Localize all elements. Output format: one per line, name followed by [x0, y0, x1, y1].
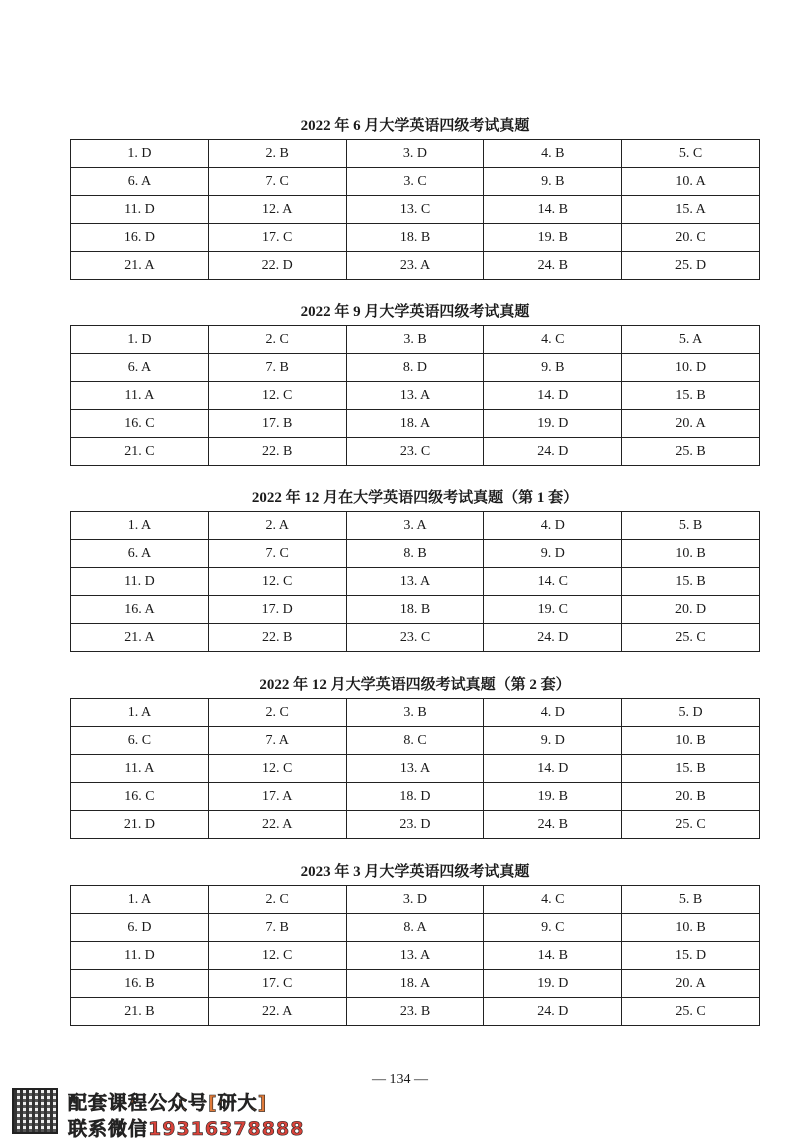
- table-row: [71, 699, 760, 727]
- answer-cell: 22. A: [208, 811, 346, 839]
- answer-cell: 9. B: [484, 168, 622, 196]
- table-row: [71, 886, 760, 914]
- table-row: [71, 410, 760, 438]
- answer-table: [70, 325, 760, 466]
- answer-table: [70, 885, 760, 1026]
- table-row: [71, 624, 760, 652]
- answer-cell: 21. A: [71, 252, 209, 280]
- answer-cell: 4. D: [484, 699, 622, 727]
- answer-cell: 18. B: [346, 224, 484, 252]
- answer-cell: 25. D: [622, 252, 760, 280]
- answer-cell: 23. A: [346, 252, 484, 280]
- answer-cell: 21. C: [71, 438, 209, 466]
- promo-watermark: [12, 1088, 312, 1140]
- answer-cell: 20. A: [622, 410, 760, 438]
- answer-cell: 24. D: [484, 624, 622, 652]
- table-row: [71, 998, 760, 1026]
- answer-cell: 3. B: [346, 326, 484, 354]
- answer-table: [70, 698, 760, 839]
- answer-cell: 16. A: [71, 596, 209, 624]
- answer-cell: 18. A: [346, 410, 484, 438]
- answer-cell: 3. A: [346, 512, 484, 540]
- answer-cell: 9. C: [484, 914, 622, 942]
- answer-cell: 5. A: [622, 326, 760, 354]
- watermark-line-2: 联系微信19316378888: [68, 1118, 305, 1140]
- answer-cell: 7. B: [208, 354, 346, 382]
- answer-cell: 13. A: [346, 568, 484, 596]
- table-row: [71, 970, 760, 998]
- answer-cell: 22. B: [208, 624, 346, 652]
- watermark-line-1: 配套课程公众号[研大]: [68, 1092, 268, 1114]
- answer-cell: 11. D: [71, 942, 209, 970]
- answer-cell: 21. D: [71, 811, 209, 839]
- table-row: [71, 326, 760, 354]
- answer-cell: 1. A: [71, 699, 209, 727]
- answer-cell: 5. D: [622, 699, 760, 727]
- answer-cell: 23. B: [346, 998, 484, 1026]
- answer-cell: 11. A: [71, 382, 209, 410]
- answer-cell: 7. A: [208, 727, 346, 755]
- table-row: [71, 755, 760, 783]
- answer-cell: 21. B: [71, 998, 209, 1026]
- answer-cell: 14. B: [484, 196, 622, 224]
- section-title: 2022 年 6 月大学英语四级考试真题: [300, 118, 530, 134]
- answer-cell: 14. D: [484, 382, 622, 410]
- answer-cell: 8. B: [346, 540, 484, 568]
- table-row: [71, 168, 760, 196]
- answer-cell: 18. A: [346, 970, 484, 998]
- answer-cell: 25. C: [622, 811, 760, 839]
- table-row: [71, 914, 760, 942]
- answer-cell: 16. C: [71, 783, 209, 811]
- table-row: [71, 783, 760, 811]
- answer-cell: 3. C: [346, 168, 484, 196]
- answer-cell: 20. D: [622, 596, 760, 624]
- answer-cell: 17. C: [208, 970, 346, 998]
- answer-cell: 7. C: [208, 540, 346, 568]
- answer-cell: 12. C: [208, 382, 346, 410]
- answer-cell: 11. A: [71, 755, 209, 783]
- answer-cell: 6. A: [71, 354, 209, 382]
- answer-cell: 15. B: [622, 382, 760, 410]
- answer-cell: 2. C: [208, 326, 346, 354]
- answer-cell: 4. B: [484, 140, 622, 168]
- answer-cell: 23. D: [346, 811, 484, 839]
- answer-table: [70, 139, 760, 280]
- answer-cell: 17. C: [208, 224, 346, 252]
- answer-cell: 1. A: [71, 512, 209, 540]
- answer-cell: 19. D: [484, 410, 622, 438]
- answer-cell: 23. C: [346, 438, 484, 466]
- section-title: 2023 年 3 月大学英语四级考试真题: [300, 864, 530, 880]
- answer-cell: 1. A: [71, 886, 209, 914]
- answer-cell: 22. D: [208, 252, 346, 280]
- answer-cell: 4. C: [484, 886, 622, 914]
- answer-cell: 14. B: [484, 942, 622, 970]
- qr-code-icon: [12, 1088, 58, 1134]
- table-row: [71, 224, 760, 252]
- answer-cell: 10. A: [622, 168, 760, 196]
- answer-cell: 11. D: [71, 196, 209, 224]
- answer-cell: 3. B: [346, 699, 484, 727]
- answer-cell: 2. A: [208, 512, 346, 540]
- answer-cell: 12. C: [208, 755, 346, 783]
- table-row: [71, 596, 760, 624]
- answer-cell: 17. D: [208, 596, 346, 624]
- table-row: [71, 512, 760, 540]
- answer-cell: 15. D: [622, 942, 760, 970]
- answer-cell: 24. B: [484, 811, 622, 839]
- answer-cell: 13. C: [346, 196, 484, 224]
- answer-cell: 16. D: [71, 224, 209, 252]
- exam-section-2022-12-set1: [70, 487, 760, 652]
- answer-cell: 25. C: [622, 624, 760, 652]
- answer-cell: 12. C: [208, 568, 346, 596]
- table-row: [71, 196, 760, 224]
- answer-cell: 7. C: [208, 168, 346, 196]
- answer-cell: 13. A: [346, 382, 484, 410]
- section-title: 2022 年 12 月大学英语四级考试真题（第 2 套）: [259, 677, 571, 693]
- table-row: [71, 252, 760, 280]
- answer-cell: 22. B: [208, 438, 346, 466]
- answer-cell: 17. B: [208, 410, 346, 438]
- answer-cell: 6. C: [71, 727, 209, 755]
- table-row: [71, 727, 760, 755]
- table-row: [71, 140, 760, 168]
- answer-cell: 5. B: [622, 886, 760, 914]
- answer-cell: 10. B: [622, 540, 760, 568]
- answer-cell: 8. C: [346, 727, 484, 755]
- answer-cell: 18. D: [346, 783, 484, 811]
- exam-section-2022-09: [70, 301, 760, 466]
- answer-cell: 20. B: [622, 783, 760, 811]
- answer-cell: 2. C: [208, 699, 346, 727]
- table-row: [71, 438, 760, 466]
- answer-cell: 13. A: [346, 942, 484, 970]
- table-row: [71, 568, 760, 596]
- page-number: — 134 —: [372, 1072, 428, 1087]
- answer-cell: 19. B: [484, 783, 622, 811]
- answer-cell: 6. A: [71, 168, 209, 196]
- answer-cell: 12. A: [208, 196, 346, 224]
- answer-cell: 6. D: [71, 914, 209, 942]
- section-title: 2022 年 12 月在大学英语四级考试真题（第 1 套）: [251, 490, 579, 506]
- answer-cell: 24. D: [484, 438, 622, 466]
- answer-cell: 8. A: [346, 914, 484, 942]
- answer-cell: 6. A: [71, 540, 209, 568]
- answer-cell: 4. C: [484, 326, 622, 354]
- table-row: [71, 354, 760, 382]
- answer-cell: 23. C: [346, 624, 484, 652]
- exam-section-2022-06: [70, 115, 760, 280]
- answer-cell: 15. B: [622, 568, 760, 596]
- answer-cell: 24. D: [484, 998, 622, 1026]
- table-row: [71, 811, 760, 839]
- table-row: [71, 540, 760, 568]
- section-title: 2022 年 9 月大学英语四级考试真题: [300, 304, 530, 320]
- answer-cell: 5. C: [622, 140, 760, 168]
- answer-cell: 2. C: [208, 886, 346, 914]
- answer-cell: 19. B: [484, 224, 622, 252]
- answer-cell: 20. A: [622, 970, 760, 998]
- answer-cell: 3. D: [346, 140, 484, 168]
- answer-cell: 10. D: [622, 354, 760, 382]
- answer-cell: 10. B: [622, 914, 760, 942]
- answer-cell: 19. C: [484, 596, 622, 624]
- answer-cell: 22. A: [208, 998, 346, 1026]
- answer-cell: 7. B: [208, 914, 346, 942]
- answer-cell: 11. D: [71, 568, 209, 596]
- answer-cell: 13. A: [346, 755, 484, 783]
- answer-cell: 9. D: [484, 540, 622, 568]
- answer-cell: 16. B: [71, 970, 209, 998]
- answer-cell: 15. A: [622, 196, 760, 224]
- answer-cell: 1. D: [71, 326, 209, 354]
- answer-cell: 5. B: [622, 512, 760, 540]
- exam-section-2023-03: [70, 861, 760, 1026]
- answer-cell: 17. A: [208, 783, 346, 811]
- answer-cell: 9. B: [484, 354, 622, 382]
- table-row: [71, 382, 760, 410]
- exam-section-2022-12-set2: [70, 674, 760, 839]
- answer-cell: 14. D: [484, 755, 622, 783]
- answer-cell: 10. B: [622, 727, 760, 755]
- answer-cell: 2. B: [208, 140, 346, 168]
- answer-cell: 25. C: [622, 998, 760, 1026]
- answer-cell: 3. D: [346, 886, 484, 914]
- answer-cell: 12. C: [208, 942, 346, 970]
- answer-cell: 21. A: [71, 624, 209, 652]
- answer-cell: 1. D: [71, 140, 209, 168]
- answer-cell: 24. B: [484, 252, 622, 280]
- answer-cell: 16. C: [71, 410, 209, 438]
- answer-cell: 19. D: [484, 970, 622, 998]
- answer-cell: 25. B: [622, 438, 760, 466]
- answer-cell: 9. D: [484, 727, 622, 755]
- answer-cell: 8. D: [346, 354, 484, 382]
- answer-cell: 15. B: [622, 755, 760, 783]
- answer-cell: 18. B: [346, 596, 484, 624]
- answer-cell: 20. C: [622, 224, 760, 252]
- answer-table: [70, 511, 760, 652]
- answer-cell: 14. C: [484, 568, 622, 596]
- table-row: [71, 942, 760, 970]
- answer-cell: 4. D: [484, 512, 622, 540]
